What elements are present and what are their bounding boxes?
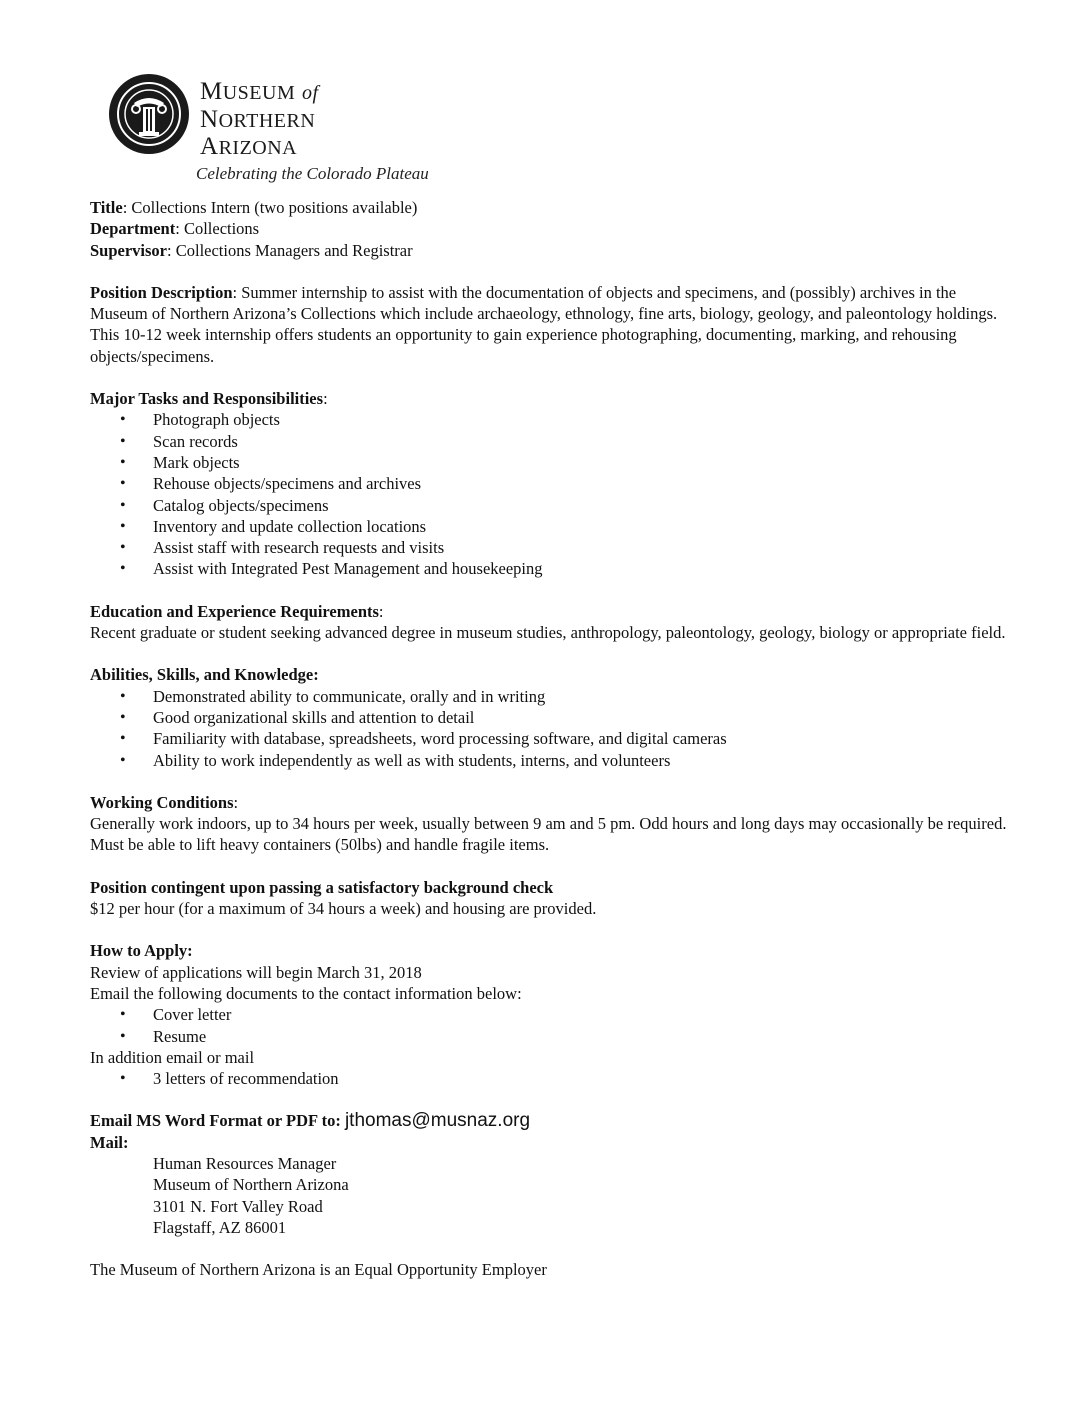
education-heading-colon: : [378, 601, 384, 621]
apply-heading: How to Apply: [90, 941, 193, 961]
list-item: • Ability to work independently as well as with students, interns, and volunteers [90, 750, 1010, 771]
email-label: Email MS Word Format or PDF to: [90, 1111, 345, 1131]
list-item: • Familiarity with database, spreadsheets, word processing software, and digital cameras [90, 728, 1010, 749]
address-line: Flagstaff, AZ 86001 [153, 1217, 287, 1237]
supervisor-line [90, 240, 1010, 261]
working-conditions-heading [90, 792, 1010, 813]
abilities-list [90, 686, 1010, 771]
working-conditions-heading-colon: : [233, 792, 239, 812]
tasks-heading-text: Major Tasks and Responsibilities [90, 389, 324, 409]
logo-wordmark [200, 79, 319, 162]
background-check-heading: Position contingent upon passing a satisfactory background check [90, 877, 554, 897]
title-label: Title [90, 198, 123, 217]
email-address-link[interactable]: jthomas@musnaz.org [344, 1110, 531, 1132]
apply-mail-instructions: In addition email or mail [90, 1047, 255, 1067]
education-heading [90, 601, 1010, 622]
position-description-label: Position Description [90, 282, 233, 302]
logo-initial: M [200, 78, 223, 105]
supervisor-label: Supervisor [90, 240, 168, 260]
logo-tagline: Celebrating the Colorado Plateau [196, 164, 429, 183]
tasks-heading [90, 388, 1010, 409]
list-item: • Resume [90, 1026, 1010, 1047]
list-item: • Photograph objects [90, 409, 1010, 430]
logo-word: ORTHERN [218, 109, 316, 132]
address-line: 3101 N. Fort Valley Road [153, 1196, 323, 1216]
working-conditions-text: Generally work indoors, up to 34 hours per week, usually between 9 am and 5 pm. Odd hours and long days may occasionally be required. Must be able to lift heavy containers (50lbs) and handle fragile items. [90, 814, 1007, 855]
museum-emblem-icon [108, 73, 190, 155]
list-item: • Good organizational skills and attention to detail [90, 707, 1010, 728]
list-item: • Inventory and update collection locations [90, 516, 1010, 537]
logo-word: RIZONA [218, 137, 298, 159]
education-heading-text: Education and Experience Requirements [90, 601, 379, 621]
working-conditions-heading-text: Working Conditions [90, 792, 234, 812]
logo-initial: A [200, 133, 219, 160]
abilities-heading: Abilities, Skills, and Knowledge: [90, 665, 319, 685]
list-item: • Assist staff with research requests and visits [90, 537, 1010, 558]
education-text: Recent graduate or student seeking advanced degree in museum studies, anthropology, paleontology, geology, biology or appropriate field. [90, 623, 1006, 643]
museum-logo [108, 73, 468, 188]
address-line: Human Resources Manager [153, 1153, 337, 1173]
tasks-heading-colon: : [323, 389, 328, 409]
department-label: Department [90, 219, 176, 239]
email-line [90, 1110, 1010, 1131]
logo-initial: N [200, 105, 219, 133]
list-item: • Cover letter [90, 1004, 1010, 1025]
equal-opportunity-statement: The Museum of Northern Arizona is an Equal Opportunity Employer [90, 1260, 547, 1280]
apply-mail-list [90, 1068, 1010, 1089]
title-value: : Collections Intern (two positions available) [122, 198, 418, 217]
position-description [90, 282, 1010, 367]
list-item: • Scan records [90, 431, 1010, 452]
list-item: • Mark objects [90, 452, 1010, 473]
apply-review-date: Review of applications will begin March 31, 2018 [90, 962, 422, 982]
list-item: • Assist with Integrated Pest Management and housekeeping [90, 558, 1010, 579]
logo-word: USEUM [222, 82, 296, 104]
title-line [90, 197, 1010, 218]
mail-label: Mail: [90, 1132, 129, 1152]
apply-email-list [90, 1004, 1010, 1047]
list-item: • 3 letters of recommendation [90, 1068, 1010, 1089]
department-line [90, 218, 1010, 239]
supervisor-value: : Collections Managers and Registrar [167, 240, 413, 260]
tasks-list [90, 409, 1010, 579]
department-value: : Collections [175, 219, 260, 239]
position-description-text: : Summer internship to assist with the documentation of objects and specimens, and (possibly) archives in the Museum of Northern Arizona’s Collections which include archaeology, ethnology, fine arts, biology, geology, and paleontology holdings. This 10-12 week internship offers students an opportunity to gain experience photographing, documenting, marking, and rehousing objects/specimens. [90, 282, 998, 366]
address-line: Museum of Northern Arizona [153, 1175, 349, 1195]
list-item: • Rehouse objects/specimens and archives [90, 473, 1010, 494]
logo-of: of [302, 82, 319, 104]
list-item: • Demonstrated ability to communicate, orally and in writing [90, 686, 1010, 707]
pay-text: $12 per hour (for a maximum of 34 hours a week) and housing are provided. [90, 899, 597, 919]
list-item: • Catalog objects/specimens [90, 495, 1010, 516]
apply-email-instructions: Email the following documents to the contact information below: [90, 983, 522, 1003]
document-body [90, 197, 1010, 1280]
